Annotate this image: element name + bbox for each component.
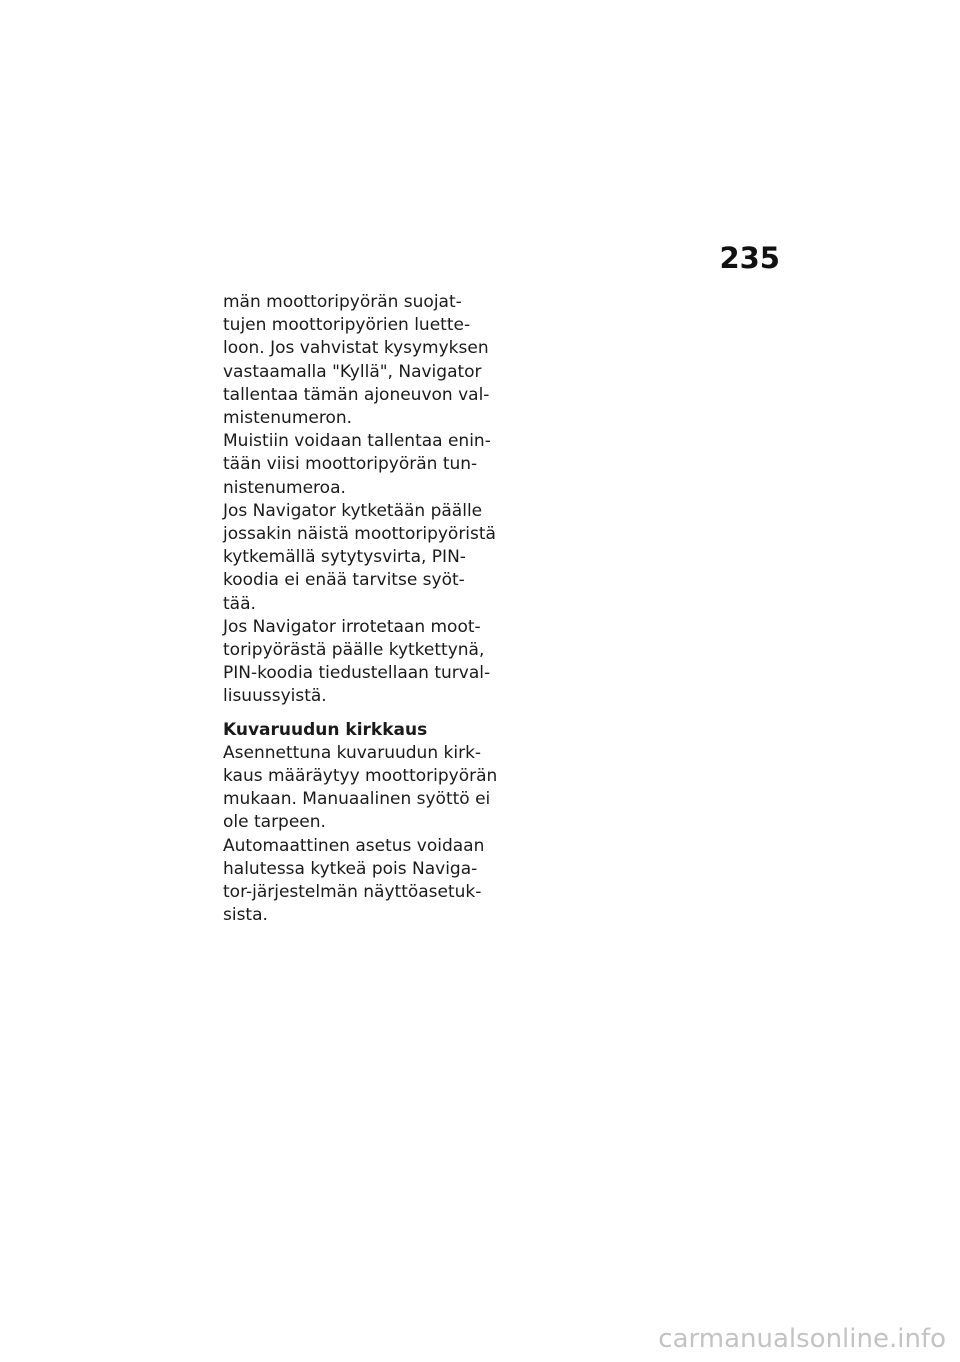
text-line: Jos Navigator irrotetaan moot- (223, 616, 481, 637)
text-line: lisuussyistä. (223, 686, 327, 707)
text-line: jossakin näistä moottoripyöristä (223, 524, 496, 545)
text-line: tää. (223, 593, 256, 614)
text-line: tor-järjestelmän näyttöasetuk- (223, 882, 482, 903)
text-line: halutessa kytkeä pois Naviga- (223, 858, 478, 879)
text-line: Jos Navigator kytketään päälle (223, 500, 483, 521)
text-line: Asennettuna kuvaruudun kirk- (223, 742, 482, 763)
text-line: tallentaa tämän ajoneuvon val- (223, 384, 490, 405)
text-line: nistenumeroa. (223, 477, 346, 498)
body-paragraph-1 (223, 291, 498, 709)
text-line: kytkemällä sytytysvirta, PIN- (223, 547, 466, 568)
body-paragraph-2 (223, 742, 498, 928)
watermark: carmanualsonline.info (658, 1324, 946, 1354)
text-line: män moottoripyörän suojat- (223, 292, 462, 312)
text-line: vastaamalla "Kyllä", Navigator (223, 361, 482, 382)
text-line: tujen moottoripyörien luette- (223, 315, 471, 336)
text-line: Muistiin voidaan tallentaa enin- (223, 431, 491, 452)
text-line: loon. Jos vahvistat kysymyksen (223, 338, 489, 359)
text-line: toripyörästä päälle kytkettynä, (223, 640, 485, 661)
text-line: koodia ei enää tarvitse syöt- (223, 570, 465, 591)
text-line: mistenumeron. (223, 408, 353, 429)
text-column (223, 291, 498, 927)
text-line: kaus määräytyy moottoripyörän (223, 766, 498, 787)
text-line: Automaattinen asetus voidaan (223, 835, 485, 856)
text-line: sista. (223, 905, 268, 926)
text-line: mukaan. Manuaalinen syöttö ei (223, 789, 491, 810)
text-line: ole tarpeen. (223, 812, 326, 833)
text-line: PIN-koodia tiedustellaan turval- (223, 663, 491, 684)
paragraph-spacer (223, 709, 498, 719)
text-line: tään viisi moottoripyörän tun- (223, 454, 478, 475)
section-heading: Kuvaruudun kirkkaus (223, 719, 428, 740)
page-number: 235 (719, 241, 780, 275)
